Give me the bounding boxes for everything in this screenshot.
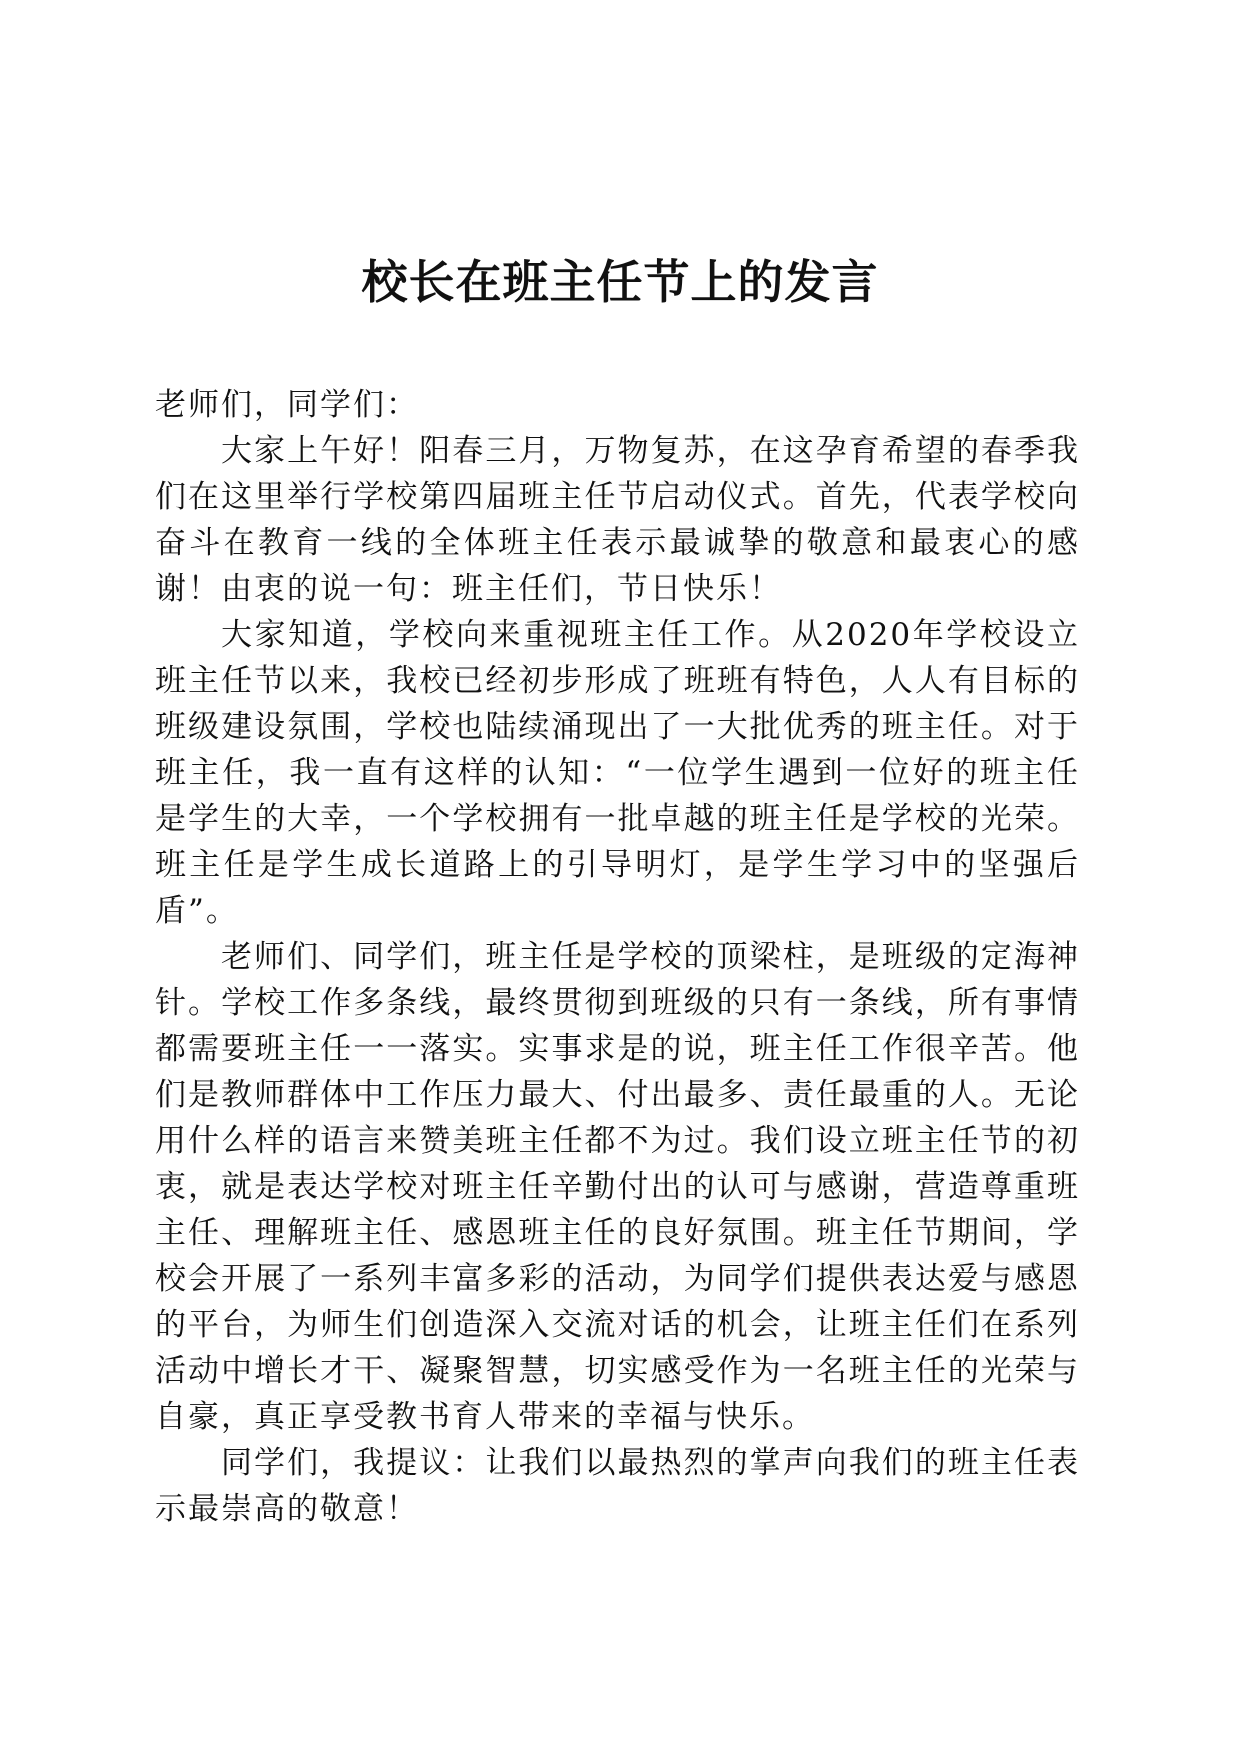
paragraph-2: 大家知道，学校向来重视班主任工作。从2020年学校设立班主任节以来，我校已经初步形成了班班有特色，人人有目标的班级建设氛围，学校也陆续涌现出了一大批优秀的班主任。对于班主任，我一直有这样的认知：“一位学生遇到一位好的班主任是学生的大幸，一个学校拥有一批卓越的班主任是学校的光荣。班主任是学生成长道路上的引导明灯，是学生学习中的坚强后盾”。 [155,617,1080,929]
page-title: 校长在班主任节上的发言 [361,255,879,309]
salutation: 老师们，同学们： [155,387,419,423]
paragraph-1: 大家上午好！阳春三月，万物复苏，在这孕育希望的春季我们在这里举行学校第四届班主任节启动仪式。首先，代表学校向奋斗在教育一线的全体班主任表示最诚挚的敬意和最衷心的感谢！由衷的说一句：班主任们，节日快乐！ [155,433,1080,607]
document-body [155,382,1080,1532]
paragraph-4: 同学们，我提议：让我们以最热烈的掌声向我们的班主任表示最崇高的敬意！ [155,1445,1080,1527]
paragraph-3: 老师们、同学们，班主任是学校的顶梁柱，是班级的定海神针。学校工作多条线，最终贯彻到班级的只有一条线，所有事情都需要班主任一一落实。实事求是的说，班主任工作很辛苦。他们是教师群体中工作压力最大、付出最多、责任最重的人。无论用什么样的语言来赞美班主任都不为过。我们设立班主任节的初衷，就是表达学校对班主任辛勤付出的认可与感谢，营造尊重班主任、理解班主任、感恩班主任的良好氛围。班主任节期间，学校会开展了一系列丰富多彩的活动，为同学们提供表达爱与感恩的平台，为师生们创造深入交流对话的机会，让班主任们在系列活动中增长才干、凝聚智慧，切实感受作为一名班主任的光荣与自豪，真正享受教书育人带来的幸福与快乐。 [155,939,1080,1435]
